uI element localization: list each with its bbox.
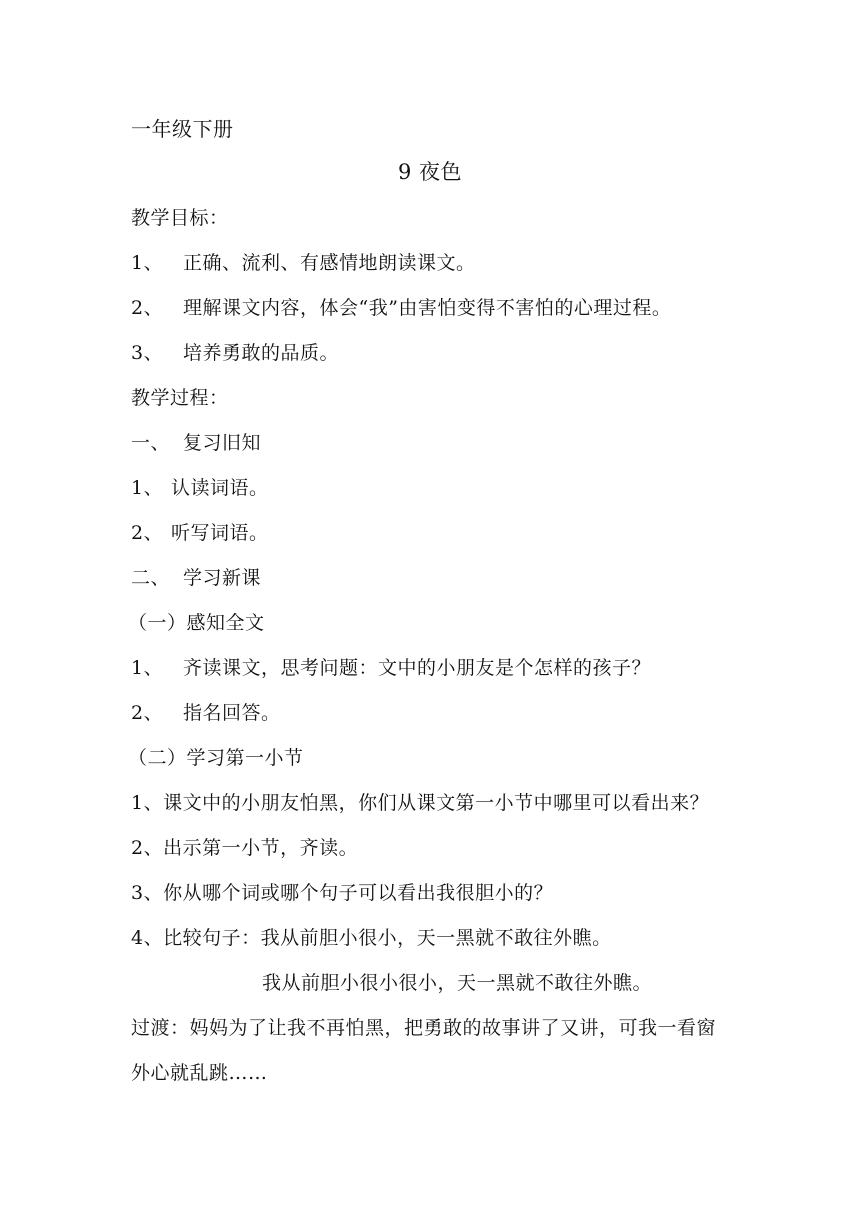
grade-label: 一年级下册 — [131, 117, 234, 141]
objective-text: 理解课文内容，体会“我”由害怕变得不害怕的心理过程。 — [183, 297, 672, 319]
section-text: 学习新课 — [183, 567, 262, 589]
part-heading: （一）感知全文 — [128, 612, 265, 634]
part-item-text: 指名回答。 — [183, 702, 281, 724]
part-item-number: 1、 — [131, 657, 164, 679]
part-item: 1、课文中的小朋友怕黑，你们从课文第一小节中哪里可以看出来？ — [131, 792, 710, 814]
section-heading — [131, 566, 261, 590]
process-heading: 教学过程： — [131, 387, 229, 409]
section-heading — [131, 431, 261, 455]
compare-sentence: 我从前胆小很小很小，天一黑就不敢往外瞧。 — [262, 972, 653, 994]
objective-text: 培养勇敢的品质。 — [183, 342, 340, 364]
review-item — [131, 476, 269, 500]
transition-line: 外心就乱跳…… — [131, 1062, 268, 1084]
lesson-title: 9 夜色 — [397, 160, 463, 184]
part-item-number: 2、 — [131, 702, 164, 724]
part-item: 3、你从哪个词或哪个句子可以看出我很胆小的？ — [131, 882, 554, 904]
part-item-text: 齐读课文，思考问题：文中的小朋友是个怎样的孩子？ — [183, 657, 652, 679]
transition-line: 过渡：妈妈为了让我不再怕黑，把勇敢的故事讲了又讲，可我一看窗 — [131, 1017, 717, 1039]
review-item — [131, 521, 269, 545]
review-text: 认读词语。 — [171, 477, 269, 499]
objective-text: 正确、流利、有感情地朗读课文。 — [183, 252, 476, 274]
objectives-heading: 教学目标： — [131, 207, 229, 229]
section-number: 二、 — [131, 567, 171, 589]
part-heading: （二）学习第一小节 — [128, 747, 304, 769]
review-number: 1、 — [131, 477, 164, 499]
part-item — [131, 656, 651, 680]
objective-item — [131, 341, 339, 365]
objective-number: 2、 — [131, 297, 164, 319]
part-item — [131, 701, 281, 725]
objective-number: 1、 — [131, 252, 164, 274]
part-item: 2、出示第一小节，齐读。 — [131, 837, 359, 859]
section-text: 复习旧知 — [183, 432, 262, 454]
objective-item — [131, 251, 476, 275]
part-item: 4、比较句子：我从前胆小很小，天一黑就不敢往外瞧。 — [131, 927, 612, 949]
objective-item — [131, 296, 671, 320]
objective-number: 3、 — [131, 342, 164, 364]
review-text: 听写词语。 — [171, 522, 269, 544]
section-number: 一、 — [131, 432, 171, 454]
review-number: 2、 — [131, 522, 164, 544]
